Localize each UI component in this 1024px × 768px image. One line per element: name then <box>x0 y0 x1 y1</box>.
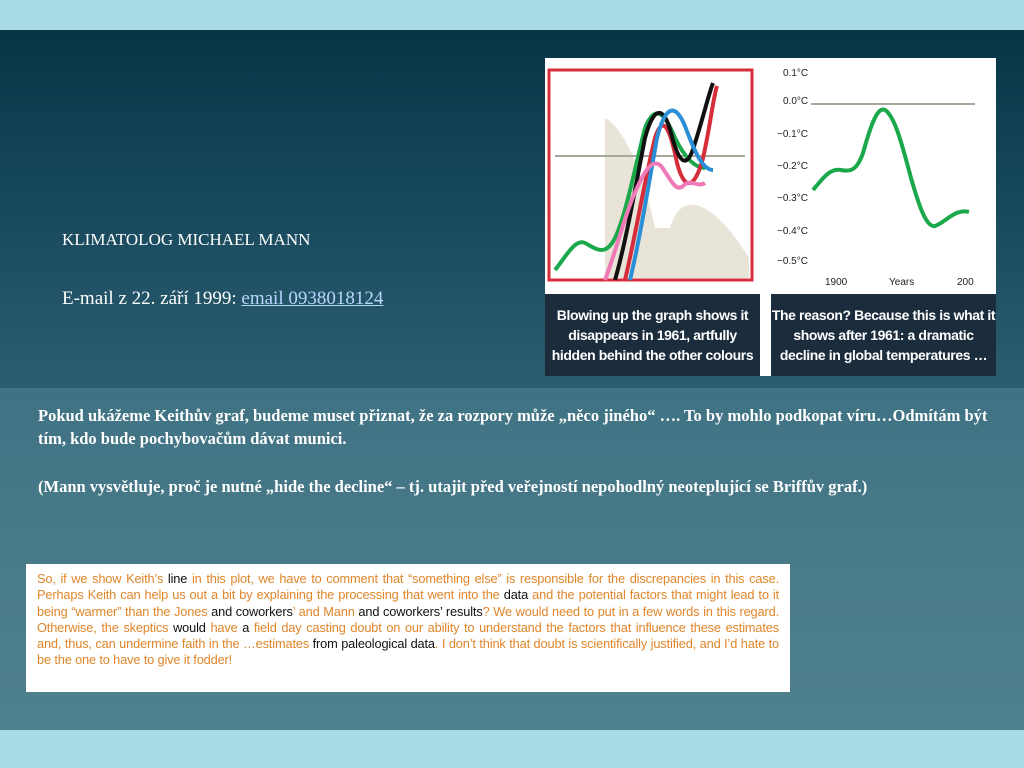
left-panel <box>549 70 752 280</box>
paragraph-1: Pokud ukážeme Keithův graf, budeme muset přiznat, že za rozpory může „něco jiného“ …. To by mohlo podkopat víru…Odmítám být tím, kdo bude pochybovačům dávat munici. <box>38 406 988 448</box>
decline-series <box>813 110 969 227</box>
y-tick-label: 0.0°C <box>783 96 809 107</box>
quote-segment: coworkers <box>235 603 293 619</box>
y-tick-label: 0.1°C <box>783 68 809 79</box>
quote-segment: So, if we show Keith’s <box>37 571 168 586</box>
caption-right: The reason? Because this is what it shows after 1961: a dramatic decline in global temperatures … <box>771 294 996 376</box>
email-prefix: E-mail z 22. září 1999: <box>62 288 242 309</box>
slide-heading: KLIMATOLOG MICHAEL MANN <box>62 230 311 249</box>
quote-segment: a <box>242 619 250 635</box>
y-tick-label: −0.1°C <box>777 129 808 140</box>
quote-segment: ? We would need to put in a few words in this regard. Otherwise, the skeptics <box>37 603 779 635</box>
quote-segment: . I don’t think that doubt is scientifically justified, and I’d hate to be the one to have to give it fodder! <box>37 636 780 668</box>
top-band <box>0 0 1024 30</box>
email-quote <box>26 564 790 692</box>
quote-segment: have <box>205 619 243 635</box>
x-tick-label: 200 <box>957 277 974 288</box>
right-panel <box>777 68 975 288</box>
y-tick-label: −0.4°C <box>777 226 808 237</box>
quote-segment: ’ and Mann <box>292 603 359 619</box>
bottom-band <box>0 730 1024 768</box>
climate-figure <box>545 58 996 376</box>
x-tick-label: Years <box>889 277 915 288</box>
quote-segment: from paleological data <box>312 636 435 652</box>
quote-segment: would <box>173 619 206 635</box>
email-line <box>62 288 383 310</box>
quote-segment: and coworkers’ results <box>358 603 483 619</box>
quote-segment: and the potential factors that might lead to it being “warmer” than the Jones <box>37 587 779 619</box>
climate-figure-graphics <box>545 58 996 294</box>
y-tick-label: −0.3°C <box>777 193 808 204</box>
quote-segment: field day casting doubt on our ability to understand the factors that influence these estimates and, thus, can undermine faith in the … <box>37 619 779 652</box>
y-tick-label: −0.5°C <box>777 256 808 267</box>
y-tick-label: −0.2°C <box>777 161 808 172</box>
quote-segment: estimates <box>255 636 310 652</box>
x-tick-label: 1900 <box>825 277 848 288</box>
caption-left: Blowing up the graph shows it disappears in 1961, artfully hidden behind the other colours <box>545 294 760 376</box>
quote-segment: line <box>167 571 188 586</box>
quote-segment: data <box>503 587 529 603</box>
quote-segment: and <box>211 603 233 619</box>
paragraph-2: (Mann vysvětluje, proč je nutné „hide the decline“ – tj. utajit před veřejností nepohodlný neoteplující se Briffův graf.) <box>38 477 868 496</box>
quote-segment: in this plot, we have to comment that “something else” is responsible for the discrepancies in this case. Perhaps Keith can help us out a bit by explaining the processing that went into the <box>37 571 779 603</box>
email-link[interactable]: email 0938018124 <box>241 288 384 309</box>
